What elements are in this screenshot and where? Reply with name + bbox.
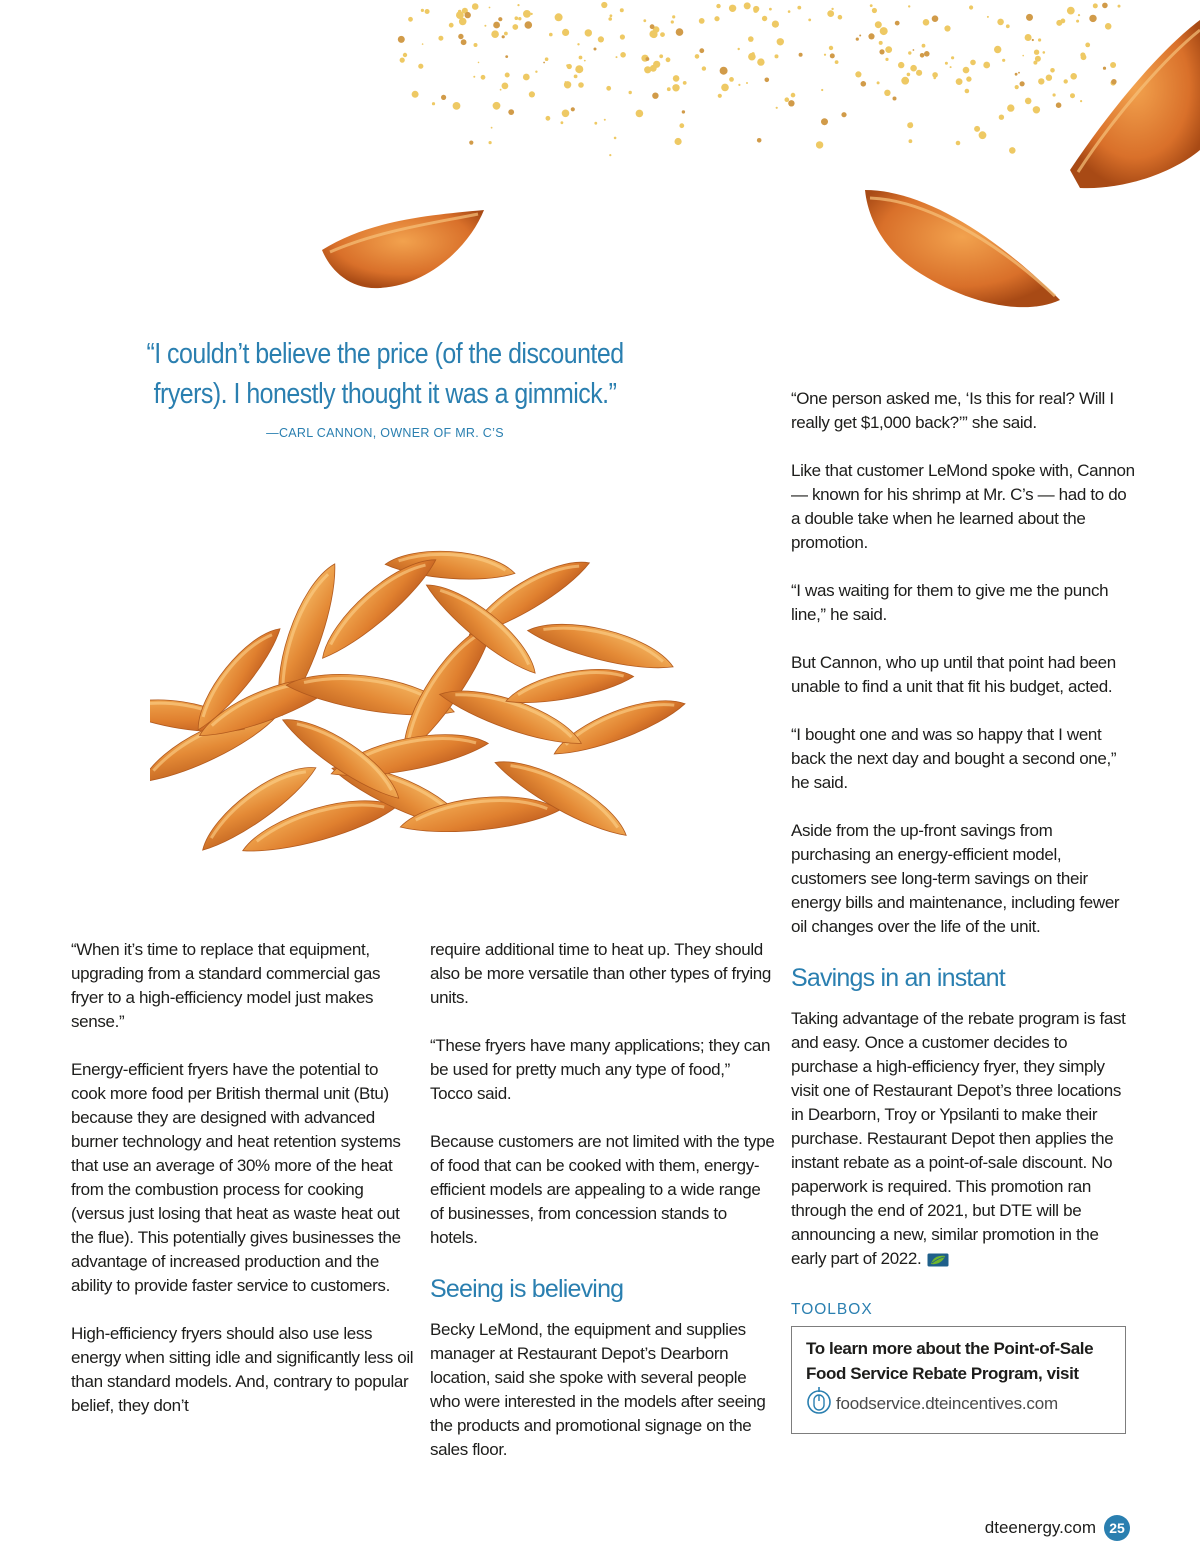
crumb (473, 76, 475, 78)
crumb (425, 9, 430, 14)
crumb (515, 16, 519, 20)
crumb (666, 57, 671, 62)
crumb (841, 112, 846, 117)
crumb (999, 115, 1004, 120)
crumb (1103, 67, 1106, 70)
crumb (549, 33, 553, 37)
paragraph: “I bought one and was so happy that I went back the next day and bought a second one,” he said. (791, 725, 1117, 792)
crumb (702, 66, 706, 70)
crumb (574, 75, 578, 79)
crumb (827, 10, 834, 17)
crumb (769, 8, 772, 11)
crumb (695, 54, 700, 59)
crumb (1080, 52, 1085, 57)
crumb (1076, 20, 1079, 23)
crumb (675, 138, 682, 145)
crumb (772, 21, 779, 28)
crumb (1033, 106, 1040, 113)
crumb (757, 58, 764, 65)
crumb (1018, 72, 1020, 74)
paragraph-with-end-mark (791, 1007, 1136, 1274)
crumb (644, 66, 651, 73)
crumb (721, 84, 729, 92)
crumb (469, 141, 473, 145)
paragraph-text: Taking advantage of the rebate program is fast and easy. Once a customer decides to purchase a high-efficiency fryer, they simply visit one of Restaurant Depot’s three locations in Dearborn, Troy or Ypsilanti to make their purchase. Restaurant Depot then applies the instant rebate as a point-of-sale discount. No paperwork is required. This promotion ran through the end of 2021, but DTE will be announcing a new, similar promotion in the early part of 2022. (791, 1009, 1126, 1268)
crumb (922, 44, 926, 48)
crumb (432, 102, 435, 105)
crumb (571, 107, 575, 111)
crumb (620, 8, 624, 12)
crumb (636, 110, 644, 118)
crumb (1050, 68, 1055, 73)
crumb (660, 32, 665, 37)
crumb (924, 51, 930, 57)
crumb (671, 20, 674, 23)
crumb (1067, 7, 1075, 15)
crumb (901, 77, 909, 85)
crumb (566, 64, 569, 67)
crumb (1056, 20, 1062, 26)
crumb (546, 116, 551, 121)
potato-wedges-pile (150, 500, 730, 890)
toolbox-link[interactable]: foodservice.dteincentives.com (836, 1393, 1058, 1413)
crumb (748, 36, 754, 42)
crumb (1009, 147, 1016, 154)
crumb (579, 56, 583, 60)
crumb (530, 13, 532, 15)
pull-quote-text: “I couldn’t believe the price (of the discounted fryers). I honestly thought it was a gimmick.” (146, 338, 624, 410)
crumb (1043, 51, 1046, 54)
crumb (788, 100, 794, 106)
crumb (765, 78, 770, 83)
crumb (604, 119, 606, 121)
potato-wedge (491, 745, 635, 845)
page-footer (985, 1515, 1130, 1541)
crumb (493, 102, 501, 110)
crumb (478, 62, 480, 64)
crumb (643, 19, 646, 22)
crumb (498, 17, 502, 21)
hero-image (0, 0, 1200, 320)
crumb (1102, 3, 1108, 9)
crumb (578, 82, 584, 88)
crumb (859, 35, 861, 37)
crumb (585, 29, 592, 36)
crumb (856, 38, 859, 41)
pull-quote (70, 334, 700, 440)
crumb (564, 81, 571, 88)
crumb (652, 93, 658, 99)
crumb (879, 41, 883, 45)
crumb (453, 102, 461, 110)
crumb (653, 61, 660, 68)
crumb (729, 5, 736, 12)
falling-wedges-illustration (0, 0, 1200, 320)
paragraph: Energy-efficient fryers have the potential to cook more food per British thermal unit (Btu) because they are designed with advanced burner technology and heat retention systems that use an average of 30% more of the heat from the combustion process for cooking (versus just losing that heat as waste heat out the flue). This potentially gives businesses the advantage of increased production and the ability to provide faster service to customers. (71, 1060, 401, 1295)
crumb (456, 11, 464, 19)
crumb (1025, 34, 1032, 41)
crumb (916, 70, 922, 76)
crumb (525, 21, 533, 29)
crumb (403, 53, 407, 57)
crumb (683, 81, 687, 85)
crumb (716, 4, 720, 8)
crumb (484, 25, 486, 27)
crumb (1006, 24, 1010, 28)
crumb (974, 126, 980, 132)
crumb (502, 35, 505, 38)
crumb (408, 17, 413, 22)
crumb (682, 110, 685, 113)
crumb (545, 57, 549, 61)
crumb (620, 52, 626, 58)
crumb (679, 123, 684, 128)
crumb (979, 131, 987, 139)
article-column-3 (791, 387, 1136, 1434)
crumb (868, 33, 874, 39)
crumb (738, 84, 740, 86)
crumb (523, 10, 531, 18)
crumb (777, 38, 784, 45)
crumb (746, 82, 748, 84)
crumb (872, 8, 877, 13)
crumb (1118, 5, 1121, 8)
leaf-icon (927, 1250, 949, 1274)
crumb (512, 24, 518, 30)
potato-wedge (548, 688, 689, 762)
crumb (753, 6, 759, 12)
crumb (944, 25, 950, 31)
crumb (945, 62, 948, 65)
crumb (594, 122, 597, 125)
crumb (879, 49, 884, 54)
paragraph: High-efficiency fryers should also use less energy when sitting idle and significantly less oil than standard models. And, contrary to popular belief, they don’t (71, 1324, 414, 1415)
crumb (1110, 62, 1116, 68)
crumb (1032, 39, 1034, 41)
crumb (412, 91, 419, 98)
footer-site[interactable]: dteenergy.com (984, 1518, 1096, 1537)
paragraph: require additional time to heat up. They should also be more versatile than other types of frying units. (430, 940, 771, 1007)
crumb (855, 71, 861, 77)
crumb (650, 31, 657, 38)
crumb (610, 14, 613, 17)
crumb (1093, 3, 1098, 8)
toolbox-text: To learn more about the Point-of-Sale Food Service Rebate Program, visit (806, 1339, 1094, 1383)
crumb (893, 97, 897, 101)
crumb (1015, 73, 1018, 76)
crumb (1064, 79, 1068, 83)
crumb (616, 56, 618, 58)
crumb (776, 107, 778, 109)
crumb (562, 110, 570, 118)
crumb (418, 64, 423, 69)
crumb (598, 36, 604, 42)
crumb (923, 19, 930, 26)
crumb (1085, 43, 1090, 48)
crumb (594, 48, 597, 51)
crumb (983, 62, 990, 69)
crumb (474, 43, 478, 47)
crumb (491, 30, 499, 38)
paragraph: “When it’s time to replace that equipment, upgrading from a standard commercial gas fryer to a high-efficiency model just makes sense.” (71, 940, 381, 1031)
crumb (885, 46, 892, 53)
crumb (489, 141, 492, 144)
crumb (646, 57, 650, 61)
crumb (458, 34, 463, 39)
crumb (910, 122, 912, 124)
crumb (797, 6, 801, 10)
crumb (1111, 79, 1116, 84)
crumb (629, 91, 632, 94)
crumb (672, 15, 675, 18)
crumb (518, 17, 521, 20)
paragraph: “I was waiting for them to give me the punch line,” he said. (791, 581, 1109, 624)
crumb (1022, 55, 1024, 57)
crumb (895, 21, 900, 26)
crumb (1033, 61, 1037, 65)
crumb (1056, 102, 1062, 108)
crumb (951, 56, 954, 59)
crumb (699, 48, 704, 53)
crumb (667, 87, 671, 91)
crumb (1070, 73, 1077, 80)
crumb (762, 16, 767, 21)
paragraph: Becky LeMond, the equipment and supplies manager at Restaurant Depot’s Dearborn location, said she spoke with several people who were interested in the models after seeing the products and promotional signage on the sales floor. (430, 1320, 766, 1459)
crumb (398, 36, 405, 43)
crumb (1015, 85, 1019, 89)
crumb (729, 77, 734, 82)
crumb (562, 29, 569, 36)
crumb (861, 81, 867, 87)
crumb (775, 54, 779, 58)
crumb (966, 76, 971, 81)
crumb (718, 94, 722, 98)
crumb (502, 83, 509, 90)
crumb (1070, 93, 1075, 98)
crumb (877, 81, 880, 84)
crumb (1038, 78, 1044, 84)
crumb (441, 95, 446, 100)
crumb (997, 19, 1004, 26)
crumb (956, 78, 963, 85)
crumb (932, 15, 939, 22)
crumb (673, 75, 680, 82)
toolbox-link-row[interactable] (806, 1386, 1111, 1421)
crumb (620, 34, 625, 39)
paragraph: Because customers are not limited with the type of food that can be cooked with them, energy-efficient models are appealing to a wide range of businesses, from concession stands to hotels. (430, 1132, 775, 1247)
crumb (909, 139, 913, 143)
crumb (561, 121, 564, 124)
crumb (910, 65, 917, 72)
crumb (969, 5, 973, 9)
crumb (738, 48, 740, 50)
crumb (885, 58, 888, 61)
subhead-savings-in-an-instant: Savings in an instant (791, 964, 1005, 992)
crumb (608, 17, 612, 21)
crumb (1025, 98, 1032, 105)
paragraph: But Cannon, who up until that point had been unable to find a unit that fit his budget, acted. (791, 653, 1116, 696)
crumb (699, 18, 705, 24)
crumb (609, 154, 611, 156)
crumb (493, 22, 500, 29)
crumb (601, 2, 607, 8)
crumb (908, 51, 911, 54)
crumb (829, 46, 833, 50)
crumb (1038, 38, 1041, 41)
crumb (504, 32, 508, 36)
crumb (970, 60, 976, 66)
pull-quote-attribution: —CARL CANNON, OWNER OF MR. C’S (266, 426, 504, 440)
crumb (808, 19, 811, 22)
crumb (543, 62, 545, 64)
crumb (816, 141, 823, 148)
paragraph: “These fryers have many applications; they can be used for pretty much any type of food,” Tocco said. (430, 1036, 771, 1103)
crumb (933, 77, 936, 80)
crumb (880, 27, 888, 35)
crumb (907, 73, 911, 77)
crumb (1046, 75, 1052, 81)
toolbox-box (791, 1326, 1126, 1434)
crumb (1034, 50, 1039, 55)
mouse-icon (806, 1386, 832, 1421)
crumb (748, 53, 756, 61)
crumb (577, 43, 579, 45)
crumb (449, 23, 454, 28)
crumb (555, 13, 563, 21)
crumb (672, 84, 679, 91)
crumb (1020, 81, 1025, 86)
crumb (508, 109, 514, 115)
crumb (465, 12, 471, 18)
crumb (535, 71, 537, 73)
crumb (920, 53, 925, 58)
crumb (913, 49, 915, 51)
crumb (461, 39, 467, 45)
crumb (963, 67, 970, 74)
crumb (659, 54, 663, 58)
crumb (614, 137, 617, 140)
potato-wedge (525, 610, 678, 678)
crumb (606, 86, 611, 91)
crumb (505, 73, 510, 78)
crumb (1105, 23, 1112, 30)
crumb (481, 75, 486, 80)
crumb (950, 66, 952, 68)
crumb (714, 16, 719, 21)
crumb (994, 46, 1001, 53)
crumb (500, 89, 502, 91)
crumb (965, 89, 970, 94)
crumb (821, 118, 828, 125)
page-number-badge: 25 (1104, 1515, 1130, 1541)
crumb (799, 53, 803, 57)
crumb (1089, 15, 1096, 22)
crumb (505, 55, 508, 58)
crumb (884, 90, 890, 96)
crumb (744, 2, 751, 9)
crumb (575, 65, 583, 73)
crumb (676, 28, 684, 36)
crumb (908, 5, 910, 7)
crumb (529, 91, 535, 97)
crumb (875, 21, 882, 28)
crumb (987, 16, 989, 18)
crumb (757, 138, 762, 143)
crumb (1053, 93, 1056, 96)
crumb (838, 15, 843, 20)
crumb (438, 36, 443, 41)
crumb (898, 62, 904, 68)
crumb (788, 10, 791, 13)
crumb (720, 67, 728, 75)
crumb (1078, 14, 1080, 16)
crumb (1007, 104, 1014, 111)
crumb (472, 3, 479, 10)
crumb (650, 24, 655, 29)
crumb (821, 89, 823, 91)
paragraph: “One person asked me, ‘Is this for real? Will I really get $1,000 back?’” she said. (791, 389, 1114, 432)
paragraph: Aside from the up-front savings from purchasing an energy-efficient model, customers see long-term savings on their energy bills and maintenance, including fewer oil changes over the life of the unit. (791, 821, 1120, 936)
paragraph: Like that customer LeMond spoke with, Cannon — known for his shrimp at Mr. C’s — had to do a double take when he learned about the promotion. (791, 461, 1135, 552)
crumb (785, 97, 790, 102)
crumb (830, 53, 835, 58)
crumb (400, 58, 405, 63)
crumb (1002, 59, 1005, 62)
crumb (831, 8, 833, 10)
subhead-seeing-is-believing: Seeing is believing (430, 1275, 624, 1303)
crumb (523, 74, 530, 81)
article-column-2 (430, 938, 775, 1462)
toolbox-label: TOOLBOX (791, 1301, 873, 1318)
crumb (422, 43, 424, 45)
crumb (824, 54, 826, 56)
crumb (835, 60, 839, 64)
crumb (870, 4, 873, 7)
crumb (1026, 14, 1033, 21)
crumb (584, 60, 586, 62)
crumb (489, 7, 491, 9)
crumb (491, 127, 493, 129)
article-column-1 (71, 938, 416, 1418)
crumb (421, 9, 424, 12)
crumb (517, 4, 519, 6)
potato-wedges-photo (150, 500, 730, 890)
crumb (956, 141, 961, 146)
crumb (791, 93, 796, 98)
crumb (1080, 100, 1082, 102)
